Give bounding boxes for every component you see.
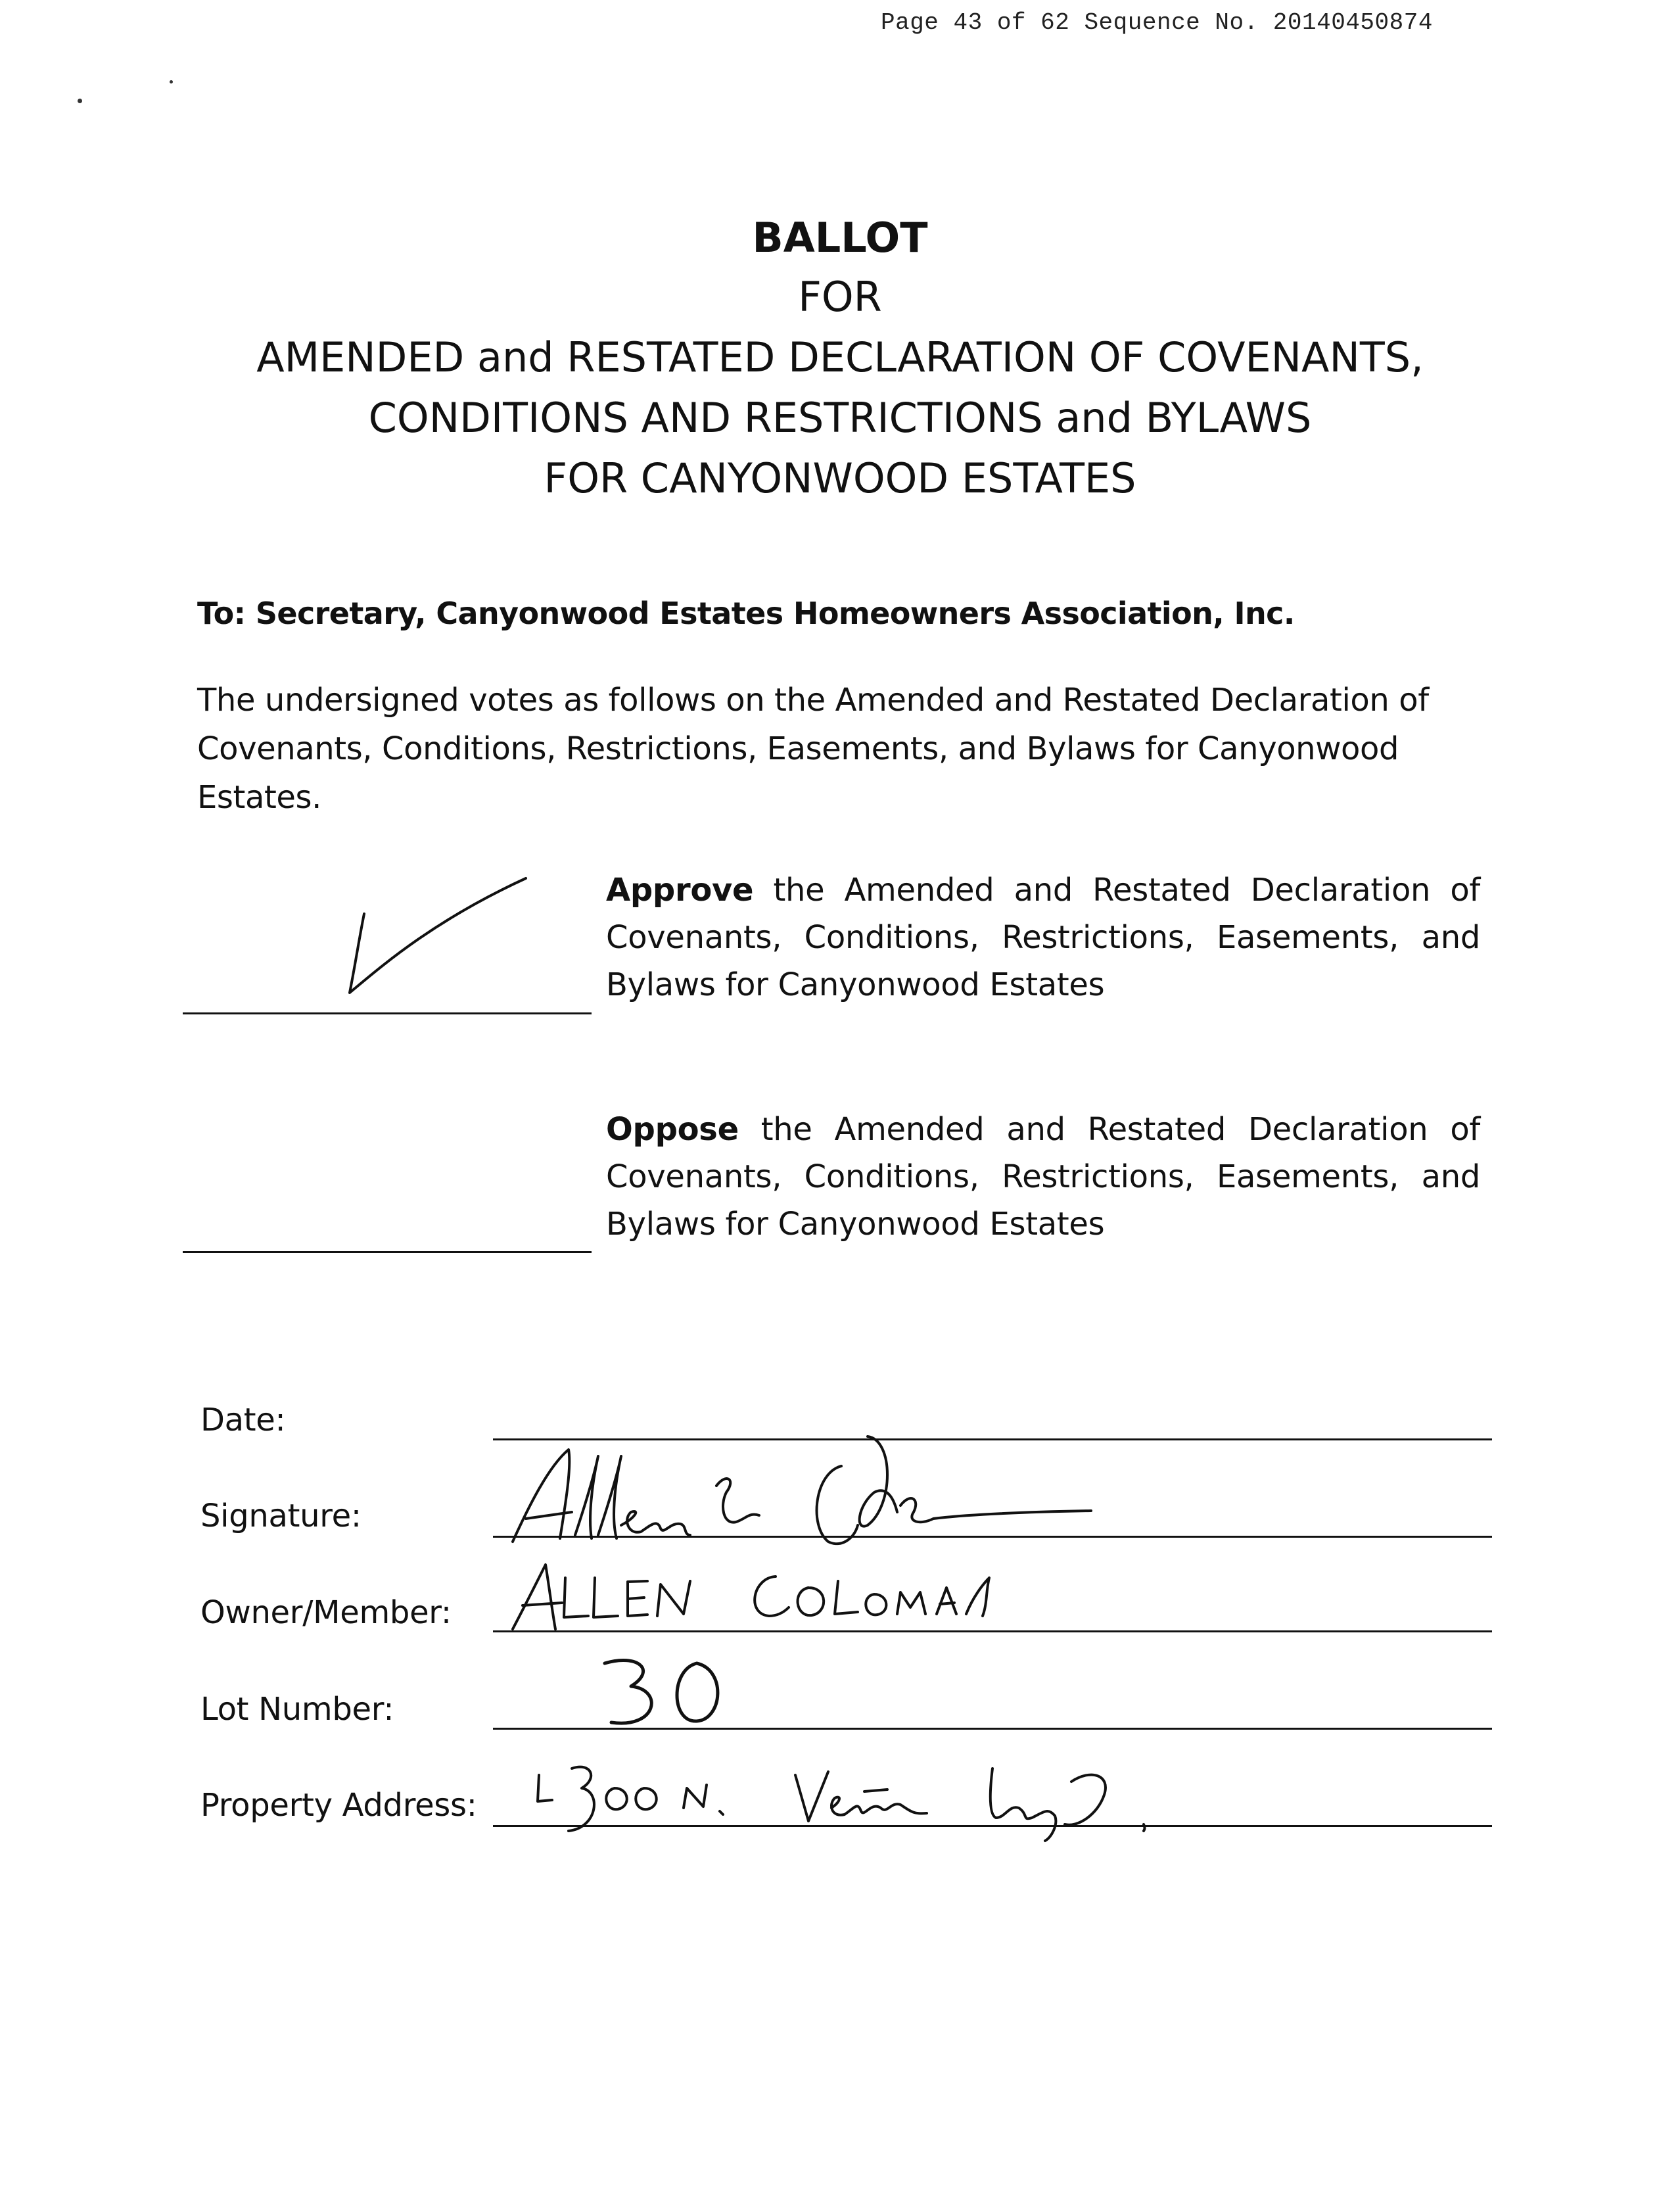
handwritten-signature: [500, 1427, 1104, 1571]
ballot-title: BALLOT: [752, 214, 928, 262]
lot-number-label: Lot Number:: [200, 1691, 394, 1728]
oppose-vote-line[interactable]: [183, 1251, 592, 1253]
approve-option-text: [606, 866, 1480, 1008]
owner-label: Owner/Member:: [200, 1594, 452, 1631]
approve-check-mark: [335, 874, 546, 1006]
intro-paragraph: The undersigned votes as follows on the Amended and Restated Declaration of Covenants, Conditions, Restrictions, Easements, and Bylaws for Canyonwood Estates.: [197, 682, 1429, 816]
scan-speck: [170, 80, 173, 83]
scan-speck: [78, 99, 82, 103]
oppose-label: Oppose: [606, 1111, 739, 1148]
oppose-option-text: [606, 1106, 1480, 1248]
ballot-title-block: [0, 209, 1680, 509]
approve-label: Approve: [606, 872, 754, 909]
date-label: Date:: [200, 1402, 286, 1438]
approve-description: the Amended and Restated Declaration of Covenants, Conditions, Restrictions, Easements, and Bylaws for Canyonwood Estates: [606, 872, 1480, 1003]
handwritten-owner-name: [500, 1552, 1104, 1637]
fax-page-header: Page 43 of 62 Sequence No. 20140450874: [881, 9, 1433, 36]
handwritten-property-address: [532, 1755, 1255, 1847]
ballot-title-line: FOR CANYONWOOD ESTATES: [544, 454, 1136, 502]
oppose-description: the Amended and Restated Declaration of Covenants, Conditions, Restrictions, Easements, and Bylaws for Canyonwood Estates: [606, 1111, 1480, 1243]
property-address-label: Property Address:: [200, 1787, 477, 1824]
ballot-title-line: CONDITIONS AND RESTRICTIONS and BYLAWS: [368, 394, 1312, 442]
handwritten-lot-number: [592, 1650, 749, 1736]
signature-label: Signature:: [200, 1498, 362, 1534]
addressee-line: To: Secretary, Canyonwood Estates Homeowners Association, Inc.: [197, 596, 1295, 631]
ballot-title-line: FOR: [798, 273, 882, 321]
approve-vote-line[interactable]: [183, 1012, 592, 1014]
ballot-title-line: AMENDED and RESTATED DECLARATION OF COVENANTS,: [256, 333, 1424, 381]
